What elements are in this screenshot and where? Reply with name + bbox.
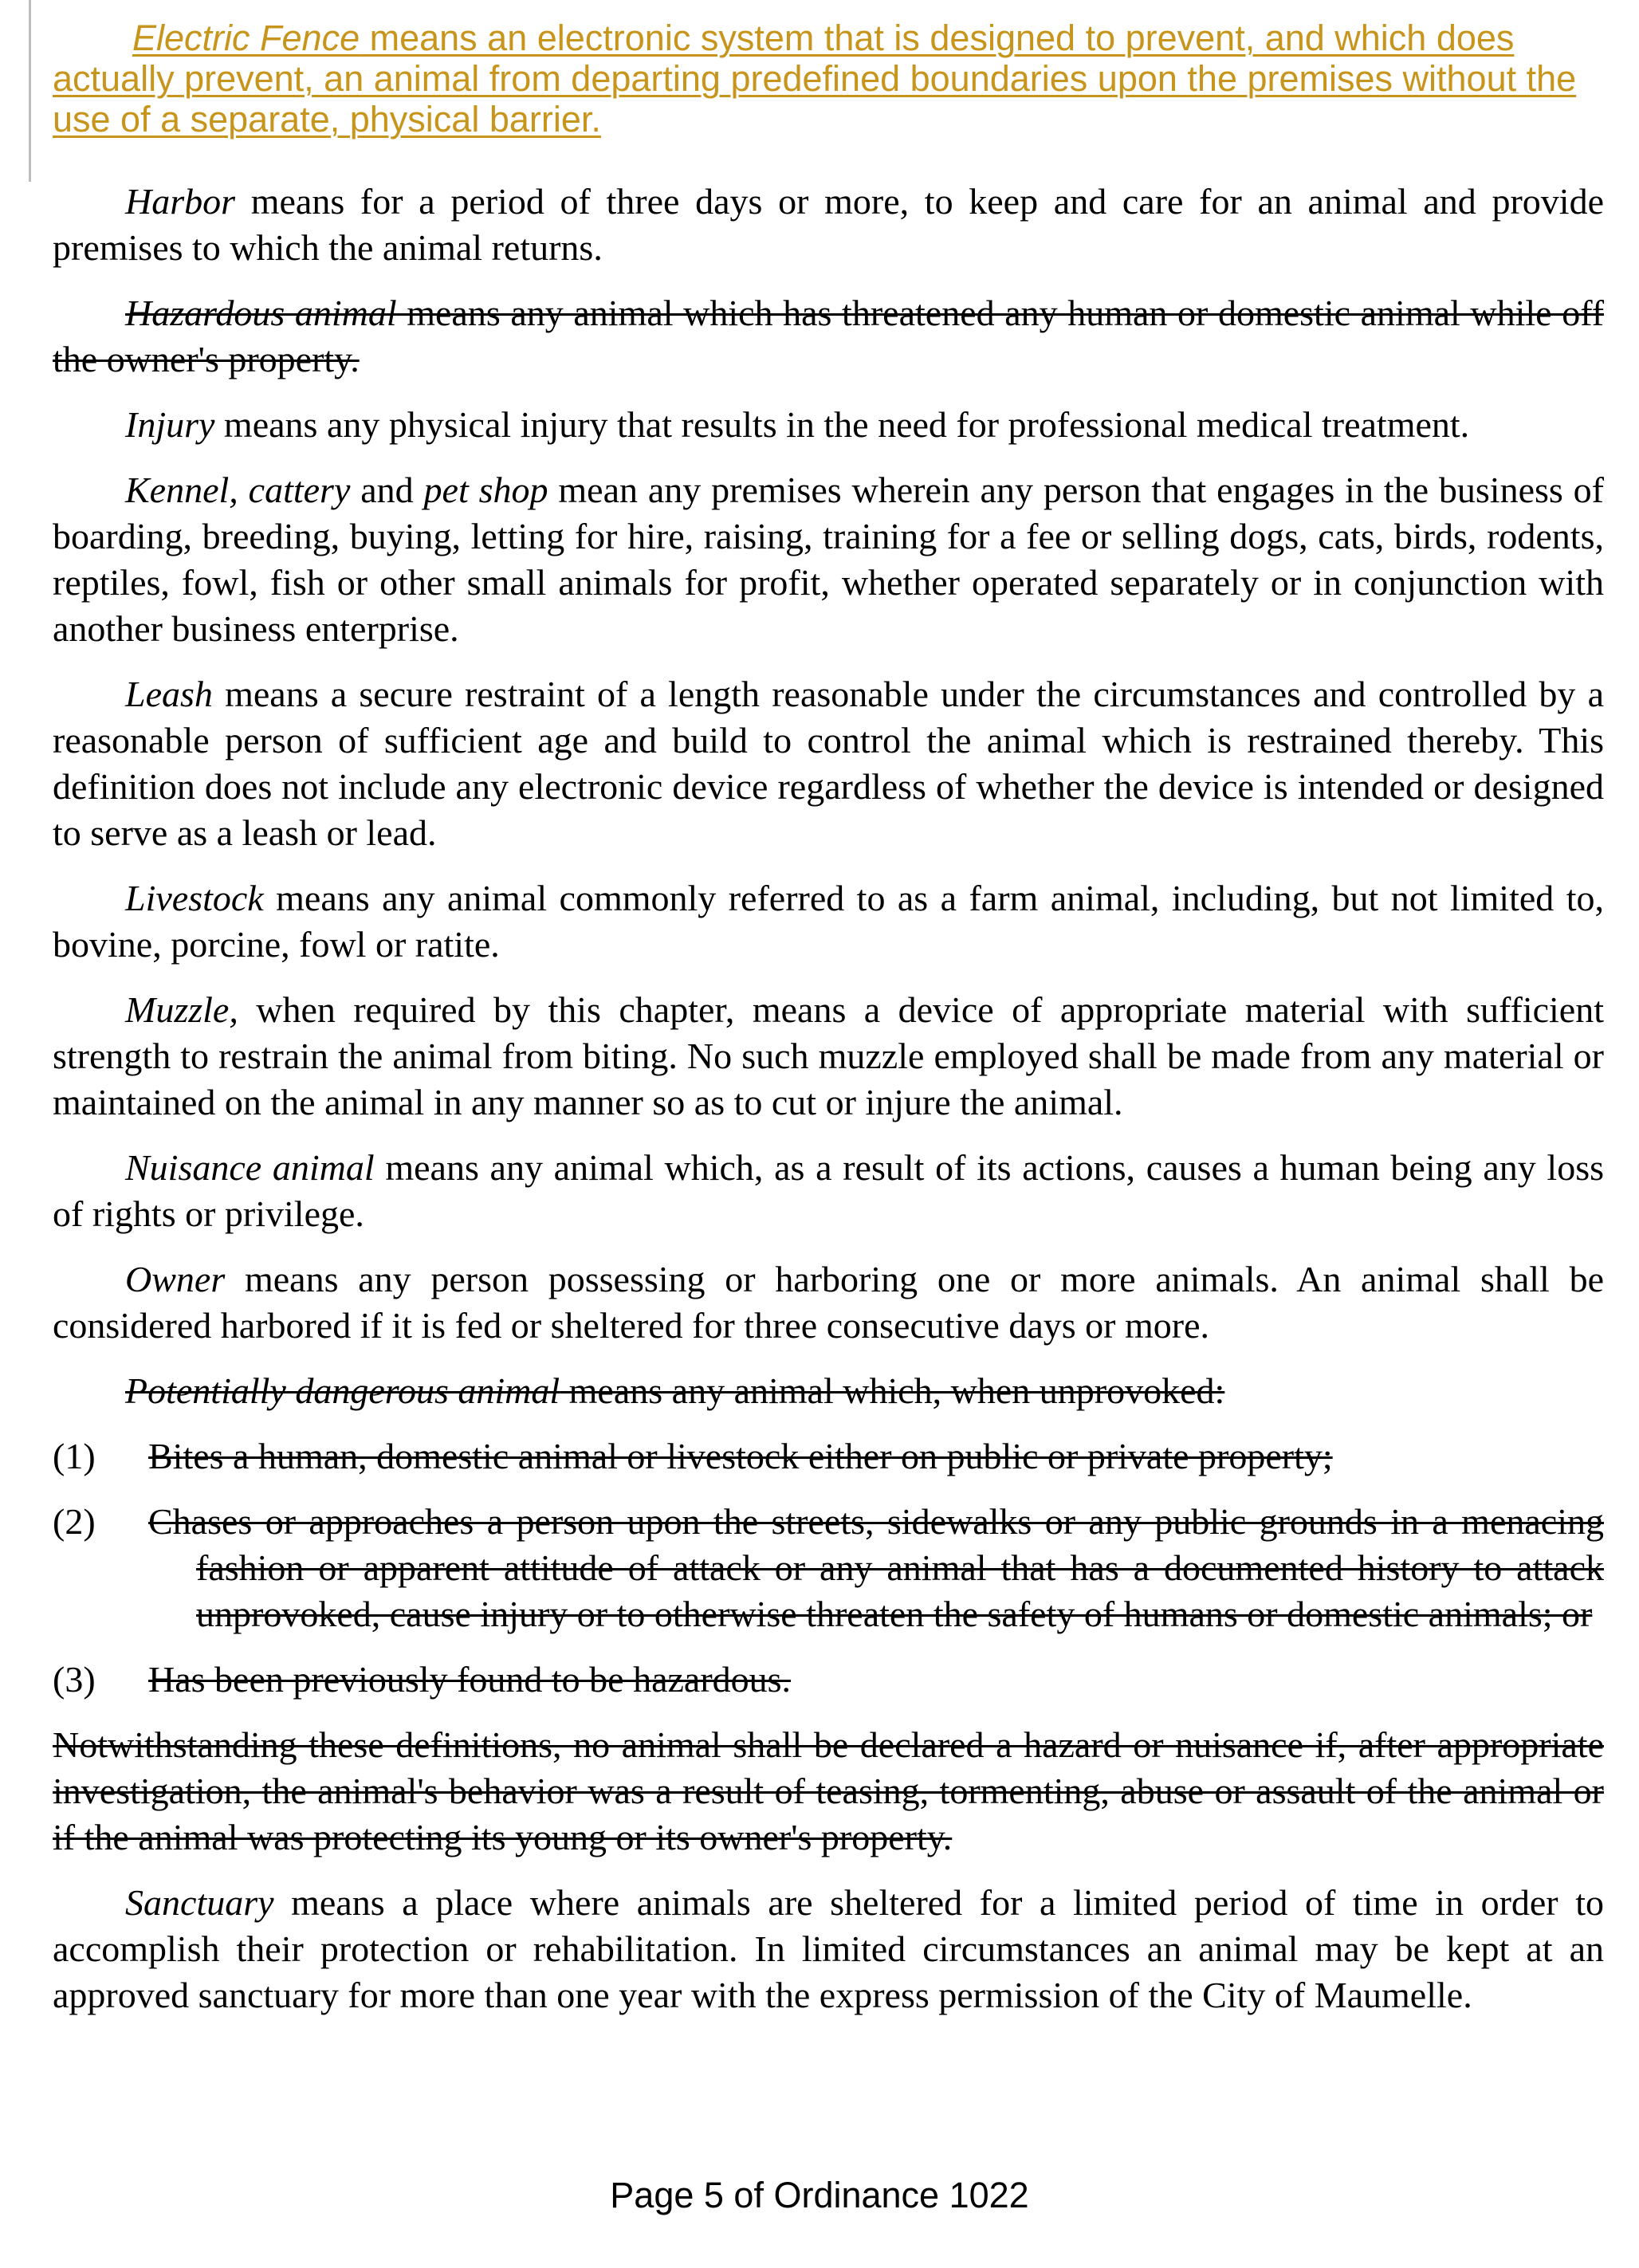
term-nuisance-animal: Nuisance animal xyxy=(125,1147,375,1188)
definition-text-hazardous-animal: means any animal which has threatened any human or domestic animal while off the owner's property. xyxy=(53,293,1605,379)
definition-owner xyxy=(53,1256,1604,1349)
definition-text-nuisance-animal: means any animal which, as a result of its actions, causes a human being any loss of rights or privilege. xyxy=(53,1147,1604,1234)
definition-text-potentially-dangerous-animal: means any animal which, when unprovoked: xyxy=(560,1370,1225,1411)
term-muzzle: Muzzle, xyxy=(125,989,238,1030)
term-kennel-cattery: Kennel, cattery xyxy=(125,470,351,510)
definition-harbor xyxy=(53,179,1604,271)
term-injury: Injury xyxy=(125,404,215,445)
definition-sanctuary xyxy=(53,1880,1604,2018)
definitions-body xyxy=(53,179,1604,2038)
deleted-list-item xyxy=(53,1433,1604,1480)
term-harbor: Harbor xyxy=(125,181,236,222)
inserted-definition-electric-fence xyxy=(53,18,1591,140)
definition-nuisance-animal xyxy=(53,1145,1604,1237)
list-item-number: (1) xyxy=(53,1436,96,1476)
definition-text-livestock: means any animal commonly referred to as a farm animal, including, but not limited to, bovine, porcine, fowl or ratite. xyxy=(53,878,1604,965)
list-item-text: Bites a human, domestic animal or livestock either on public or private property; xyxy=(148,1436,1333,1476)
page-footer: Page 5 of Ordinance 1022 xyxy=(610,2175,1029,2215)
definition-text-leash: means a secure restraint of a length reasonable under the circumstances and controlled by a reasonable person of sufficient age and build to control the animal which is restrained thereby. This definition does not include any electronic device regardless of whether the device is intended or designed to serve as a leash or lead. xyxy=(53,674,1604,853)
term-owner: Owner xyxy=(125,1259,226,1299)
definition-text-injury: means any physical injury that results in the need for professional medical treatment. xyxy=(214,404,1470,445)
definition-muzzle xyxy=(53,987,1604,1126)
notwithstanding-text: Notwithstanding these definitions, no animal shall be declared a hazard or nuisance if, after appropriate investigation, the animal's behavior was a result of teasing, tormenting, abuse or assault of the animal or if the animal was protecting its young or its owner's property. xyxy=(53,1724,1604,1857)
deleted-notwithstanding-clause xyxy=(53,1722,1604,1861)
list-item-number: (3) xyxy=(53,1659,96,1700)
definition-text-kennel: mean any premises wherein any person that engages in the business of boarding, breeding, buying, letting for hire, raising, training for a fee or selling dogs, cats, birds, rodents, reptiles, fowl, fish or other small animals for profit, whether operated separately or in conjunction with another business enterprise. xyxy=(53,470,1604,649)
deleted-list-item xyxy=(53,1657,1604,1703)
term-hazardous-animal: Hazardous animal xyxy=(125,293,397,333)
definition-injury xyxy=(53,402,1604,448)
list-item-number: (2) xyxy=(53,1501,96,1542)
definition-text-owner: means any person possessing or harboring one or more animals. An animal shall be considered harbored if it is fed or sheltered for three consecutive days or more. xyxy=(53,1259,1604,1346)
term-livestock: Livestock xyxy=(125,878,264,918)
term-leash: Leash xyxy=(125,674,213,714)
deleted-definition-hazardous-animal xyxy=(53,290,1604,383)
list-item-text: Has been previously found to be hazardous. xyxy=(148,1659,792,1700)
definition-livestock xyxy=(53,875,1604,968)
term-sanctuary: Sanctuary xyxy=(125,1882,274,1923)
term-electric-fence: Electric Fence xyxy=(132,18,360,58)
definition-leash xyxy=(53,671,1604,856)
term-pet-shop: pet shop xyxy=(423,470,548,510)
definition-kennel xyxy=(53,467,1604,652)
definition-text-electric-fence: means an electronic system that is designed to prevent, and which does actually prevent, an animal from departing predefined boundaries upon the premises without the use of a separate, physical barrier. xyxy=(53,18,1577,140)
definition-text-sanctuary: means a place where animals are sheltered for a limited period of time in order to accomplish their protection or rehabilitation. In limited circumstances an animal may be kept at an approved sanctuary for more than one year with the express permission of the City of Maumelle. xyxy=(53,1882,1604,2015)
deleted-list-item xyxy=(53,1499,1604,1637)
definition-text-harbor: means for a period of three days or more, to keep and care for an animal and provide premises to which the animal returns. xyxy=(53,181,1604,268)
term-potentially-dangerous-animal: Potentially dangerous animal xyxy=(125,1370,560,1411)
definition-text-muzzle: when required by this chapter, means a device of appropriate material with sufficient strength to restrain the animal from biting. No such muzzle employed shall be made from any material or maintained on the animal in any manner so as to cut or injure the animal. xyxy=(53,989,1604,1122)
deleted-definition-potentially-dangerous-animal xyxy=(53,1368,1604,1414)
revision-change-bar xyxy=(29,0,31,182)
conjunction-and: and xyxy=(350,470,424,510)
list-item-text: Chases or approaches a person upon the streets, sidewalks or any public grounds in a menacing fashion or apparent attitude of attack or any animal that has a documented history to attack unprovoked, cause injury or to otherwise threaten the safety of humans or domestic animals; or xyxy=(148,1501,1604,1634)
